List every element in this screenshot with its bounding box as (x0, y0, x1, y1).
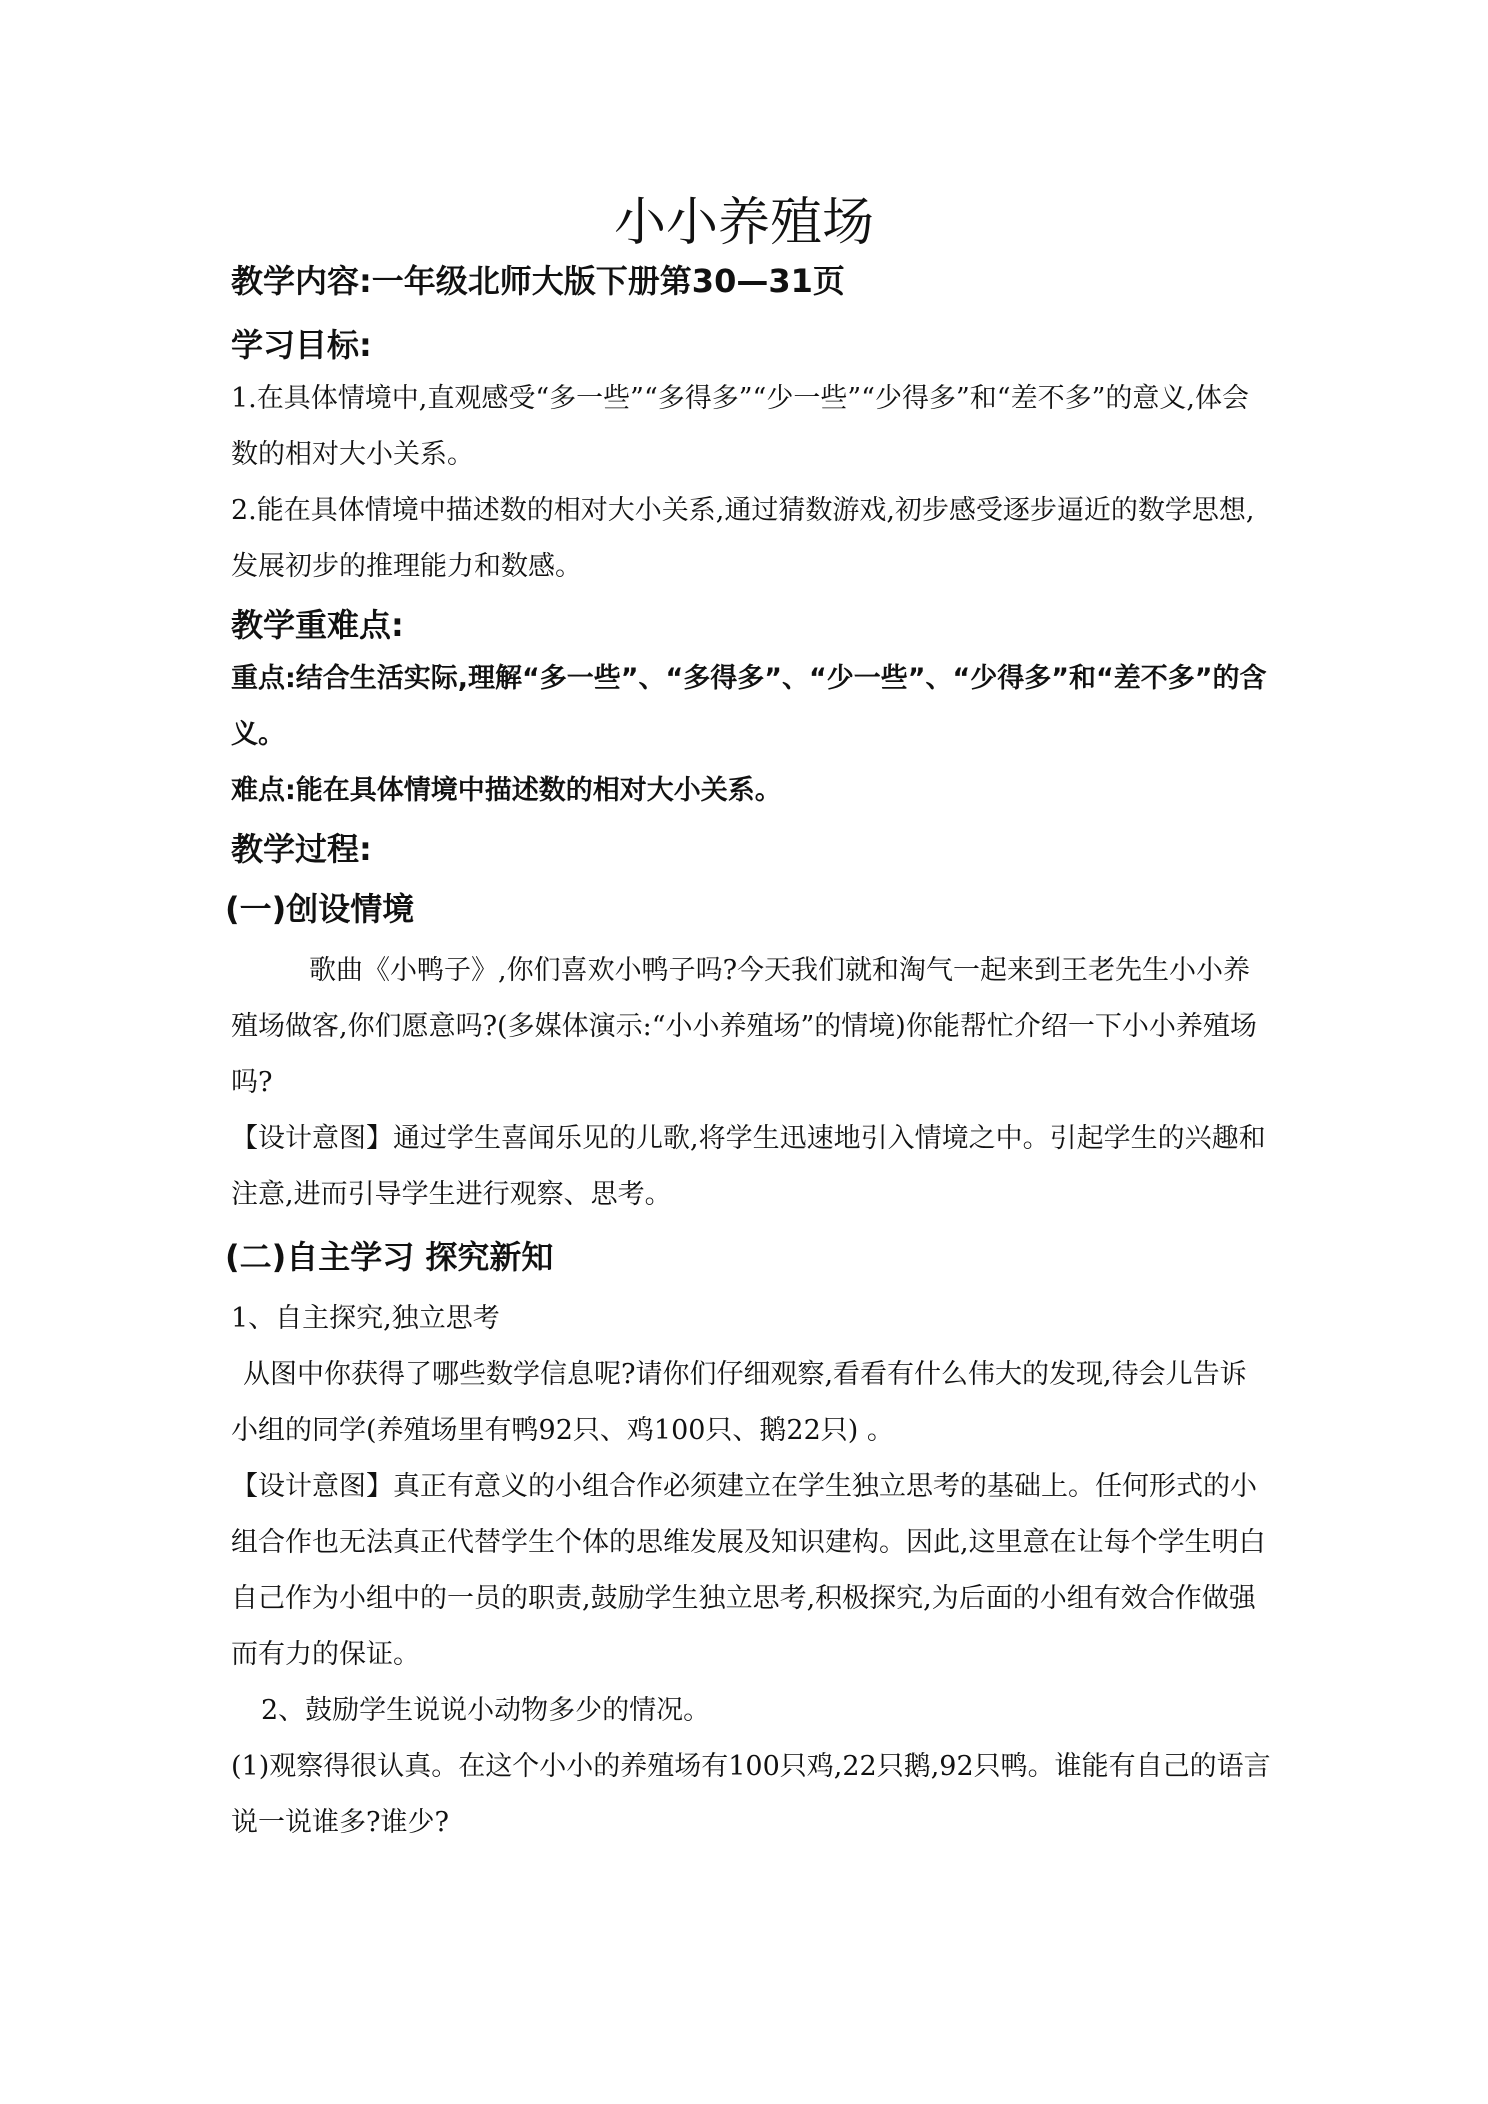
difficulty-point: 难点:能在具体情境中描述数的相对大小关系。 (231, 775, 782, 806)
teaching-content-line: 教学内容:一年级北师大版下册第30—31页 (231, 262, 845, 300)
keypoints-heading: 教学重难点: (231, 606, 404, 644)
section-heading: (一)创设情境 (225, 890, 415, 928)
section-paragraph: (1)观察得很认真。在这个小小的养殖场有100只鸡,22只鹅,92只鸭。谁能有自己的语言说一说谁多?谁少? (231, 1751, 1271, 1838)
objectives-heading: 学习目标: (231, 326, 372, 364)
document-body (225, 255, 1271, 1851)
design-intent: 【设计意图】通过学生喜闻乐见的儿歌,将学生迅速地引入情境之中。引起学生的兴趣和注意,进而引导学生进行观察、思考。 (231, 1123, 1266, 1210)
objective-item: 2.能在具体情境中描述数的相对大小关系,通过猜数游戏,初步感受逐步逼近的数学思想,发展初步的推理能力和数感。 (231, 495, 1255, 582)
section-paragraph: 从图中你获得了哪些数学信息呢?请你们仔细观察,看看有什么伟大的发现,待会儿告诉小组的同学(养殖场里有鸭92只、鸡100只、鹅22只) 。 (231, 1359, 1247, 1446)
page-title: 小小养殖场 (613, 193, 874, 253)
process-heading: 教学过程: (231, 830, 372, 868)
key-point: 重点:结合生活实际,理解“多一些”、“多得多”、“少一些”、“少得多”和“差不多”的含义。 (231, 663, 1267, 750)
objective-item: 1.在具体情境中,直观感受“多一些”“多得多”“少一些”“少得多”和“差不多”的意义,体会数的相对大小关系。 (231, 383, 1249, 470)
section-heading: (二)自主学习 探究新知 (225, 1238, 554, 1276)
section-paragraph: 歌曲《小鸭子》,你们喜欢小鸭子吗?今天我们就和淘气一起来到王老先生小小养殖场做客,你们愿意吗?(多媒体演示:“小小养殖场”的情境)你能帮忙介绍一下小小养殖场吗? (231, 955, 1257, 1098)
design-intent: 【设计意图】真正有意义的小组合作必须建立在学生独立思考的基础上。任何形式的小组合作也无法真正代替学生个体的思维发展及知识建构。因此,这里意在让每个学生明白自己作为小组中的一员的职责,鼓励学生独立思考,积极探究,为后面的小组有效合作做强而有力的保证。 (231, 1471, 1266, 1670)
subsection-item: 1、自主探究,独立思考 (231, 1303, 500, 1334)
subsection-item: 2、鼓励学生说说小动物多少的情况。 (261, 1695, 711, 1726)
